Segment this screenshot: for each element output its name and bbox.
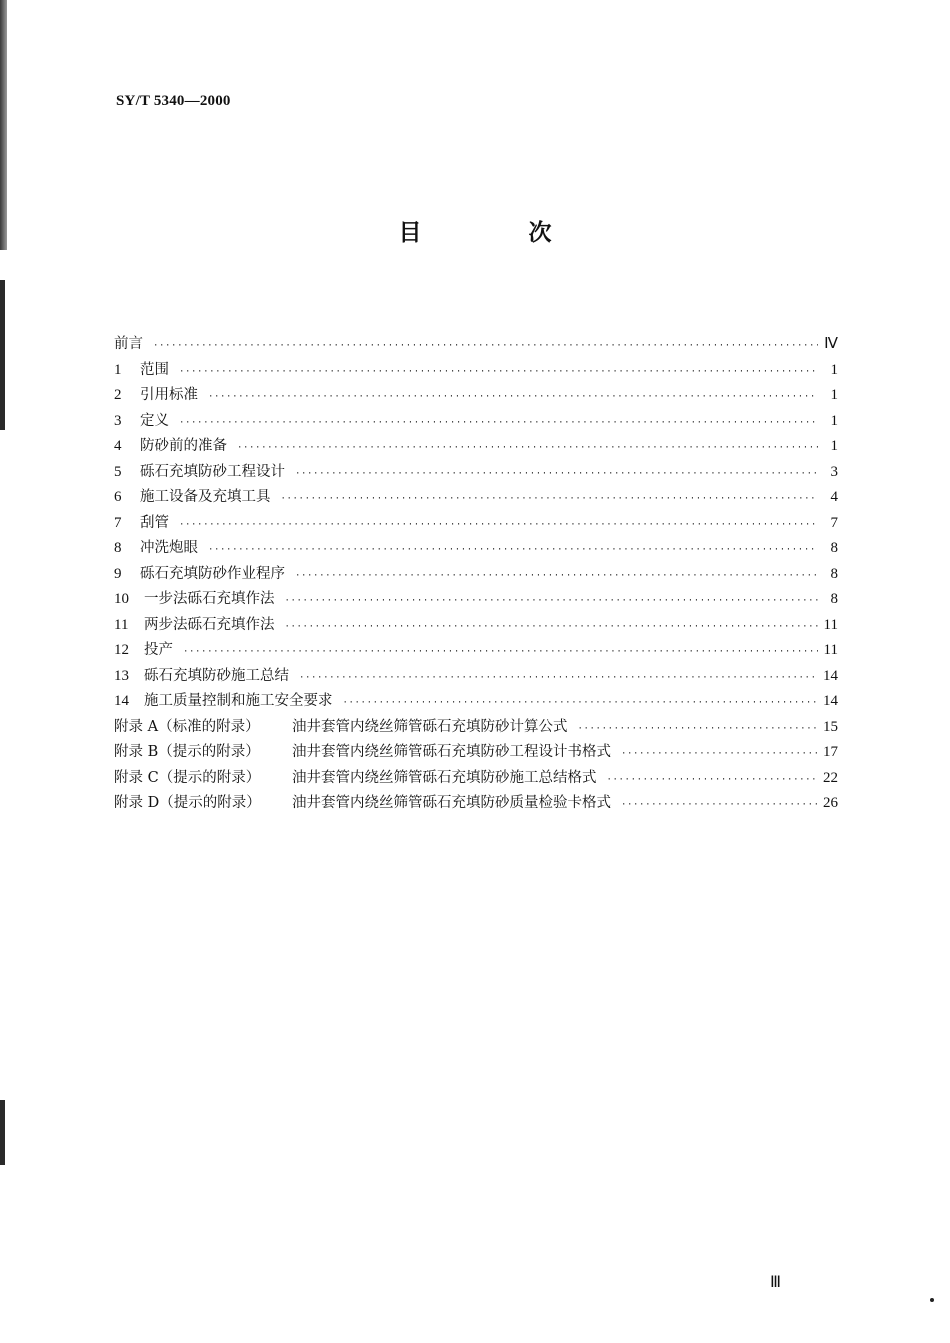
- dot-leader: [237, 436, 818, 462]
- toc-entry-page: 26: [823, 795, 838, 811]
- toc-entry-number: 2: [114, 387, 122, 403]
- toc-entry-number: 5: [114, 463, 122, 480]
- toc-appendix-entry[interactable]: [114, 740, 838, 766]
- toc-appendix-entry[interactable]: [114, 715, 838, 741]
- toc-entry-label: 砾石充填防砂工程设计: [140, 463, 285, 480]
- toc-entry-label: 引用标准: [140, 387, 198, 403]
- toc-entry-page: 1: [830, 438, 838, 454]
- toc-entry-label: 投产: [144, 642, 173, 658]
- toc-entry[interactable]: [114, 613, 838, 639]
- dot-leader: [578, 717, 818, 743]
- toc-entry-page: 4: [830, 489, 838, 505]
- toc-entry[interactable]: [114, 562, 838, 588]
- dot-leader: [607, 768, 818, 794]
- table-of-contents: [114, 332, 838, 817]
- toc-appendix-entry[interactable]: [114, 791, 838, 817]
- dot-leader: [299, 666, 817, 692]
- dot-leader: [621, 742, 817, 768]
- dot-leader: [295, 462, 818, 488]
- toc-entry-label: 范围: [140, 361, 169, 378]
- dot-leader: [281, 487, 819, 513]
- toc-entry-number: 3: [114, 412, 122, 429]
- toc-entry-number: 4: [114, 438, 122, 454]
- toc-entry[interactable]: [114, 358, 838, 384]
- toc-entry-page: 11: [823, 616, 838, 633]
- toc-entry-label: 砾石充填防砂施工总结: [144, 667, 289, 684]
- toc-entry-label: 冲洗炮眼: [140, 540, 198, 556]
- standard-code: SY/T 5340—2000: [116, 93, 231, 109]
- toc-entry-page: 1: [830, 361, 838, 378]
- toc-entry-page: 14: [823, 667, 838, 684]
- toc-entry-number: 14: [114, 693, 129, 709]
- toc-entry-label: 砾石充填防砂作业程序: [140, 565, 285, 582]
- toc-entry[interactable]: [114, 664, 838, 690]
- scan-edge-shadow: [0, 1100, 5, 1165]
- toc-entry[interactable]: [114, 587, 838, 613]
- dot-leader: [179, 360, 818, 386]
- dot-leader: [295, 564, 818, 590]
- toc-entry[interactable]: [114, 434, 838, 460]
- toc-entry-number: 1: [114, 361, 122, 378]
- toc-entry[interactable]: [114, 638, 838, 664]
- appendix-title: 油井套管内绕丝筛管砾石充填防砂质量检验卡格式: [292, 795, 611, 811]
- toc-entry[interactable]: [114, 689, 838, 715]
- dot-leader: [621, 793, 817, 819]
- toc-entry-page: 11: [823, 642, 838, 658]
- dot-leader: [343, 691, 818, 717]
- toc-entry[interactable]: [114, 511, 838, 537]
- page-number: Ⅲ: [770, 1274, 781, 1291]
- dot-leader: [183, 640, 818, 666]
- toc-entry-page: 8: [830, 565, 838, 582]
- toc-entry-page: 3: [830, 463, 838, 480]
- toc-entry-page: 8: [830, 540, 838, 556]
- toc-entry-page: 22: [823, 769, 838, 786]
- toc-entry-page: 1: [830, 412, 838, 429]
- dot-leader: [179, 411, 818, 437]
- toc-entry-page: 15: [823, 718, 838, 735]
- appendix-label: 附录 B（提示的附录）: [114, 744, 260, 760]
- dot-leader: [153, 334, 818, 360]
- appendix-label: 附录 D（提示的附录）: [114, 795, 261, 811]
- toc-entry[interactable]: [114, 383, 838, 409]
- toc-entry[interactable]: [114, 409, 838, 435]
- toc-entry-label: 两步法砾石充填作法: [144, 616, 275, 633]
- appendix-title: 油井套管内绕丝筛管砾石充填防砂工程设计书格式: [292, 744, 611, 760]
- dot-leader: [208, 538, 818, 564]
- toc-entry-number: 6: [114, 489, 122, 505]
- toc-entry-number: 10: [114, 591, 129, 607]
- toc-entry-label: 定义: [140, 412, 169, 429]
- toc-entry-label: 防砂前的准备: [140, 438, 227, 454]
- toc-entry-foreword[interactable]: [114, 332, 838, 358]
- toc-entry-page: Ⅳ: [824, 336, 838, 352]
- toc-entry-number: 7: [114, 514, 122, 531]
- dot-leader: [285, 589, 819, 615]
- dot-leader: [285, 615, 818, 641]
- toc-entry-page: 14: [823, 693, 838, 709]
- toc-entry-number: 11: [114, 616, 129, 633]
- dot-leader: [179, 513, 818, 539]
- page-title: 目 次: [398, 220, 594, 246]
- toc-entry[interactable]: [114, 536, 838, 562]
- toc-appendix-entry[interactable]: [114, 766, 838, 792]
- toc-entry-label: 刮管: [140, 514, 169, 531]
- toc-entry-number: 13: [114, 667, 129, 684]
- toc-entry-number: 8: [114, 540, 122, 556]
- toc-entry-label: 前言: [114, 336, 143, 352]
- scan-edge-shadow: [0, 0, 7, 250]
- toc-entry[interactable]: [114, 460, 838, 486]
- toc-entry-page: 7: [830, 514, 838, 531]
- scan-speck: [930, 1298, 934, 1302]
- toc-entry-label: 施工设备及充填工具: [140, 489, 271, 505]
- toc-entry[interactable]: [114, 485, 838, 511]
- toc-entry-number: 9: [114, 565, 122, 582]
- toc-entry-page: 17: [823, 744, 838, 760]
- toc-entry-page: 1: [830, 387, 838, 403]
- appendix-title: 油井套管内绕丝筛管砾石充填防砂计算公式: [292, 718, 568, 735]
- toc-entry-number: 12: [114, 642, 129, 658]
- appendix-label: 附录 A（标准的附录）: [114, 718, 260, 735]
- appendix-title: 油井套管内绕丝筛管砾石充填防砂施工总结格式: [292, 769, 597, 786]
- dot-leader: [208, 385, 818, 411]
- toc-entry-label: 施工质量控制和施工安全要求: [144, 693, 333, 709]
- toc-entry-label: 一步法砾石充填作法: [144, 591, 275, 607]
- scan-edge-shadow: [0, 280, 5, 430]
- toc-entry-page: 8: [830, 591, 838, 607]
- appendix-label: 附录 C（提示的附录）: [114, 769, 261, 786]
